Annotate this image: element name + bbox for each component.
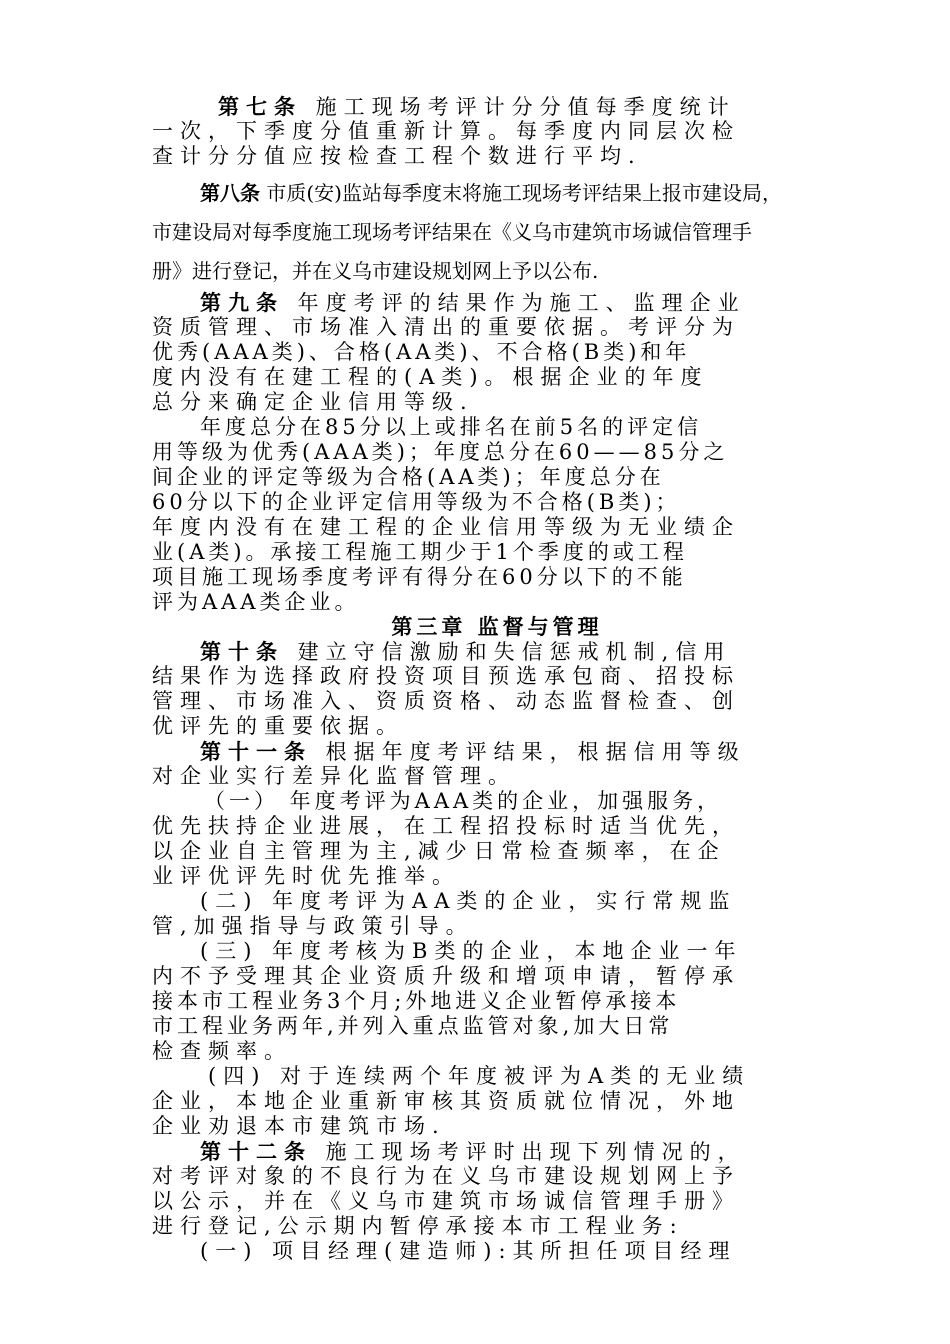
- item-3-line-4: 市工程业务两年,并列入重点监管对象,加大日常: [152, 1014, 674, 1038]
- article-11-line-1: 第十一条 根据年度考评结果，根据信用等级: [200, 739, 746, 764]
- item-3-line-3: 接本市工程业务3个月;外地进义企业暂停承接本: [152, 989, 681, 1013]
- credit-rule-line-5: 年度内没有在建工程的企业信用等级为无业绩企: [152, 515, 740, 539]
- article-7-heading: 第七条: [218, 94, 302, 119]
- article-12-item-1-line-1: (一) 项目经理(建造师):其所担任项目经理: [200, 1239, 737, 1263]
- item-3-line-2: 内不予受理其企业资质升级和增项申请，暂停承: [152, 964, 740, 988]
- item-1-line-4: 业评优评先时优先推举。: [152, 864, 460, 888]
- article-8-line-1: 第八条 市质(安)监站每季度末将施工现场考评结果上报市建设局，: [200, 181, 782, 205]
- article-12-line-2: 对考评对象的不良行为在义乌市建设规划网上予: [152, 1164, 740, 1188]
- article-9-line-3: 优秀(AAA类)、合格(AA类)、不合格(B类)和年: [152, 340, 691, 364]
- credit-rule-line-1: 年度总分在85分以上或排名在前5名的评定信: [200, 415, 703, 439]
- credit-rule-line-2: 用等级为优秀(AAA类)；年度总分在60——85分之: [152, 440, 729, 464]
- article-8-line-3: 册》进行登记，并在义乌市建设规划网上予以公布.: [152, 259, 599, 283]
- article-12-line-3: 以公示，并在《义乌市建筑市场诚信管理手册》: [152, 1189, 740, 1213]
- article-12-line-1: 第十二条 施工现场考评时出现下列情况的，: [200, 1139, 746, 1164]
- credit-rule-line-6: 业(A类)。承接工程施工期少于1个季度的或工程: [152, 540, 688, 564]
- item-1-line-2: 优先扶持企业进展，在工程招投标时适当优先，: [152, 814, 740, 838]
- article-10-line-2: 结果作为选择政府投资项目预选承包商、招投标: [152, 664, 740, 688]
- article-12-heading: 第十二条: [200, 1139, 312, 1164]
- article-10-line-3: 管理、市场准入、资质资格、动态监督检查、创: [152, 689, 740, 713]
- credit-rule-line-4: 60分以下的企业评定信用等级为不合格(B类)；: [152, 490, 681, 514]
- article-8-line-2: 市建设局对每季度施工现场考评结果在《义乌市建筑市场诚信管理手: [152, 220, 752, 244]
- article-9-line-5: 总分来确定企业信用等级.: [152, 390, 474, 414]
- article-10-line-4: 优评先的重要依据。: [152, 714, 404, 738]
- article-11-line-2: 对企业实行差异化监督管理。: [152, 764, 516, 788]
- item-3-line-5: 检查频率。: [152, 1039, 292, 1063]
- item-1-line-3: 以企业自主管理为主,减少日常检查频率，在企: [152, 839, 726, 863]
- credit-rule-line-7: 项目施工现场季度考评有得分在60分以下的不能: [152, 565, 687, 589]
- item-2-line-1: (二) 年度考评为AA类的企业，实行常规监: [200, 889, 737, 913]
- article-9-line-2: 资质管理、市场准入清出的重要依据。考评分为: [152, 315, 740, 339]
- item-4-line-2: 企业，本地企业重新审核其资质就位情况，外地: [152, 1089, 740, 1113]
- item-1-line-1: （一） 年度考评为AAA类的企业，加强服务，: [204, 789, 723, 813]
- item-4-line-1: (四) 对于连续两个年度被评为A类的无业绩: [208, 1064, 751, 1088]
- article-7-line-1: 第七条 施工现场考评计分分值每季度统计: [218, 94, 736, 119]
- article-12-line-4: 进行登记,公示期内暂停承接本市工程业务:: [152, 1214, 684, 1238]
- chapter-3-heading: 第三章 监督与管理: [391, 614, 603, 639]
- article-9-line-4: 度内没有在建工程的(A类)。根据企业的年度: [152, 365, 709, 389]
- article-7-line-2: 一次，下季度分值重新计算。每季度内同层次检: [152, 119, 740, 143]
- article-7-line-3: 查计分分值应按检查工程个数进行平均.: [152, 144, 642, 168]
- article-8-heading: 第八条: [200, 181, 260, 205]
- article-11-heading: 第十一条: [200, 739, 312, 764]
- article-10-line-1: 第十条 建立守信激励和失信惩戒机制,信用: [200, 639, 732, 664]
- article-10-heading: 第十条: [200, 639, 284, 664]
- article-9-line-1: 第九条 年度考评的结果作为施工、监理企业: [200, 290, 746, 315]
- credit-rule-line-3: 间企业的评定等级为合格(AA类)；年度总分在: [152, 465, 665, 489]
- credit-rule-line-8: 评为AAA类企业。: [152, 590, 360, 614]
- item-4-line-3: 企业劝退本市建筑市场.: [152, 1114, 446, 1138]
- item-3-line-1: (三) 年度考核为B类的企业，本地企业一年: [200, 939, 743, 963]
- item-2-line-2: 管,加强指导与政策引导。: [152, 914, 474, 938]
- article-9-heading: 第九条: [200, 290, 284, 315]
